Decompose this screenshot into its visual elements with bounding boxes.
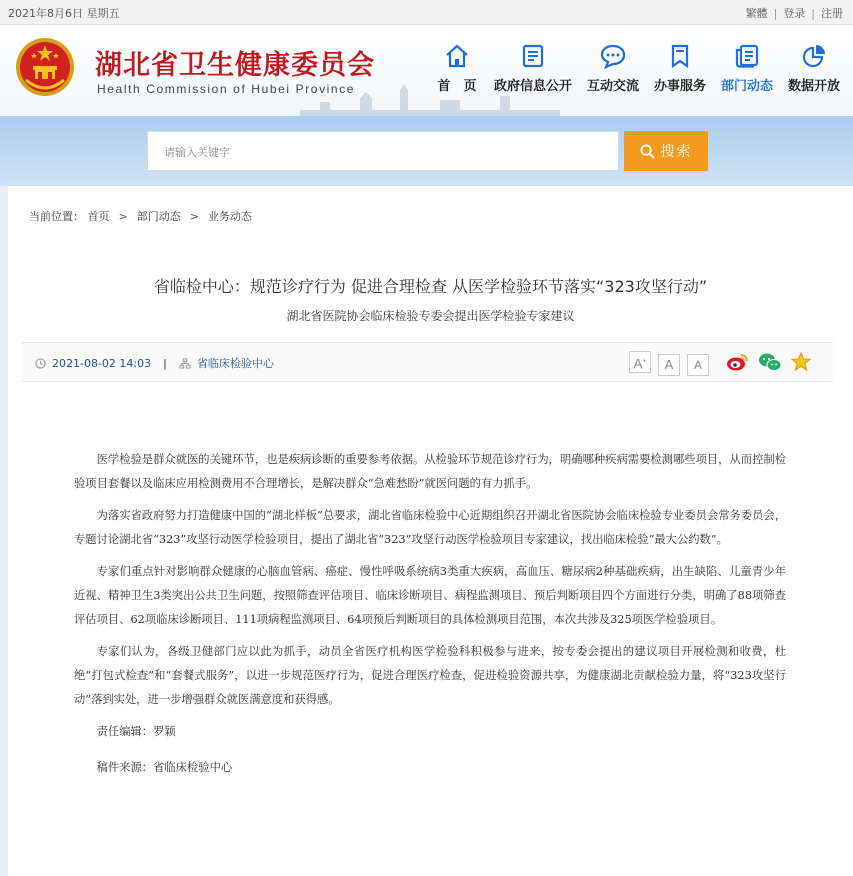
traditional-chinese-link[interactable]: 繁體 — [745, 7, 768, 20]
favorite-button[interactable] — [790, 351, 812, 377]
nav-label: 数据开放 — [787, 79, 840, 94]
wechat-icon — [758, 351, 782, 373]
font-larger-button[interactable]: A+ — [629, 351, 651, 373]
article-paragraph: 医学检验是群众就医的关键环节，也是疾病诊断的重要参考依据。从检验环节规范诊疗行为，明确哪种疾病需要检测哪些项目，从而控制检验项目套餐以及临床应用检测费用不合理增长，是解决群众“急难愁盼”就医问题的有力抓手。 — [74, 453, 786, 490]
article-paragraph: 为落实省政府努力打造健康中国的“湖北样板”总要求，湖北省临床检验中心近期组织召开湖北省医院协会临床检验专业委员会常务委员会，专题讨论湖北省“323”攻坚行动医学检验项目，提出了湖北省“323”攻坚行动医学检验项目专家建议，找出临床检验“最大公约数”。 — [74, 509, 786, 546]
article-meta-bar — [21, 342, 833, 382]
wechat-share-button[interactable] — [758, 351, 782, 377]
top-bar — [0, 0, 853, 25]
article-title: 省临检中心：规范诊疗行为 促进合理检查 从医学检验环节落实“323攻坚行动” — [153, 277, 708, 296]
pie-chart-icon — [801, 43, 827, 69]
article-subtitle: 湖北省医院协会临床检验专委会提出医学检验专家建议 — [286, 309, 575, 323]
article-paragraph: 专家们认为，各级卫健部门应以此为抓手，动员全省医疗机构医学检验科积极参与进来，按专委会提出的建议项目开展检测和收费，杜绝“打包式检查”和“套餐式服务”，以进一步规范医疗行为，促进合理医疗检查，促进检验资源共享，为健康湖北贡献检验力量，将“323攻坚行动”落到实处，进一步增强群众就医满意度和获得感。 — [74, 645, 786, 706]
article-paragraph: 专家们重点针对影响群众健康的心脑血管病、癌症、慢性呼吸系统病3类重大疾病，高血压、糖尿病2种基础疾病，出生缺陷、儿童青少年近视、精神卫生3类突出公共卫生问题，按照筛查评估项目、临床诊断项目、病程监测项目、预后判断项目四个方面进行分类，明确了88项筛查评估项目、62项临床诊断项目、111项病程监测项目、64项预后判断项目的具体检测项目范围，本次共涉及325项医学检验项目。 — [74, 565, 786, 626]
article-origin: 稿件来源：省临床检验中心 — [96, 761, 233, 774]
breadcrumb-business-news[interactable]: 业务动态 — [207, 210, 252, 223]
breadcrumb-separator: > — [189, 210, 199, 223]
divider: | — [773, 7, 778, 20]
nav-gov-info[interactable] — [493, 35, 573, 94]
article-body — [74, 448, 786, 788]
clock-icon — [35, 358, 46, 369]
divider: | — [811, 7, 815, 20]
site-subtitle: Health Commission of Hubei Province — [97, 82, 356, 96]
article-source: 省临床检验中心 — [196, 357, 274, 370]
publish-date: 2021-08-02 14:03 — [52, 357, 152, 370]
search-icon — [640, 144, 655, 159]
nav-label: 互动交流 — [586, 79, 639, 94]
search-input[interactable] — [162, 132, 606, 172]
search-button-label: 搜索 — [660, 144, 693, 160]
article-container — [8, 186, 853, 876]
nav-home[interactable] — [417, 35, 497, 94]
login-link[interactable]: 登录 — [783, 7, 806, 20]
search-button[interactable] — [624, 131, 708, 171]
weibo-share-button[interactable] — [726, 351, 750, 377]
sitemap-icon — [179, 358, 191, 369]
breadcrumb-prefix: 当前位置： — [29, 210, 84, 223]
current-date: 2021年8月6日 星期五 — [8, 7, 120, 20]
national-emblem-icon — [14, 36, 76, 98]
share-bar — [726, 351, 820, 377]
article-meta — [35, 355, 274, 371]
nav-label: 政府信息公开 — [493, 79, 572, 94]
weibo-icon — [726, 351, 750, 373]
home-icon — [444, 43, 470, 69]
site-title: 湖北省卫生健康委员会 — [95, 50, 375, 81]
star-icon — [790, 351, 812, 373]
font-smaller-button[interactable]: A — [687, 354, 709, 376]
site-header — [0, 25, 853, 116]
register-link[interactable]: 注册 — [821, 7, 843, 20]
breadcrumb-home[interactable]: 首页 — [87, 210, 110, 223]
divider: | — [163, 357, 167, 370]
nav-open-data[interactable] — [774, 35, 853, 94]
breadcrumb-dept-news[interactable]: 部门动态 — [136, 210, 181, 223]
font-normal-button[interactable]: A — [658, 354, 680, 376]
top-links — [746, 5, 843, 21]
article-editor: 责任编辑：罗颖 — [96, 725, 176, 738]
breadcrumb-separator: > — [118, 210, 128, 223]
news-icon — [734, 43, 760, 69]
breadcrumb — [29, 208, 252, 224]
chat-icon — [600, 43, 626, 69]
font-size-controls — [629, 351, 716, 376]
nav-label: 首 页 — [437, 79, 477, 94]
document-icon — [520, 43, 546, 69]
bookmark-icon — [667, 43, 693, 69]
search-box — [147, 131, 619, 171]
nav-label: 办事服务 — [653, 79, 706, 94]
nav-label: 部门动态 — [720, 79, 773, 94]
